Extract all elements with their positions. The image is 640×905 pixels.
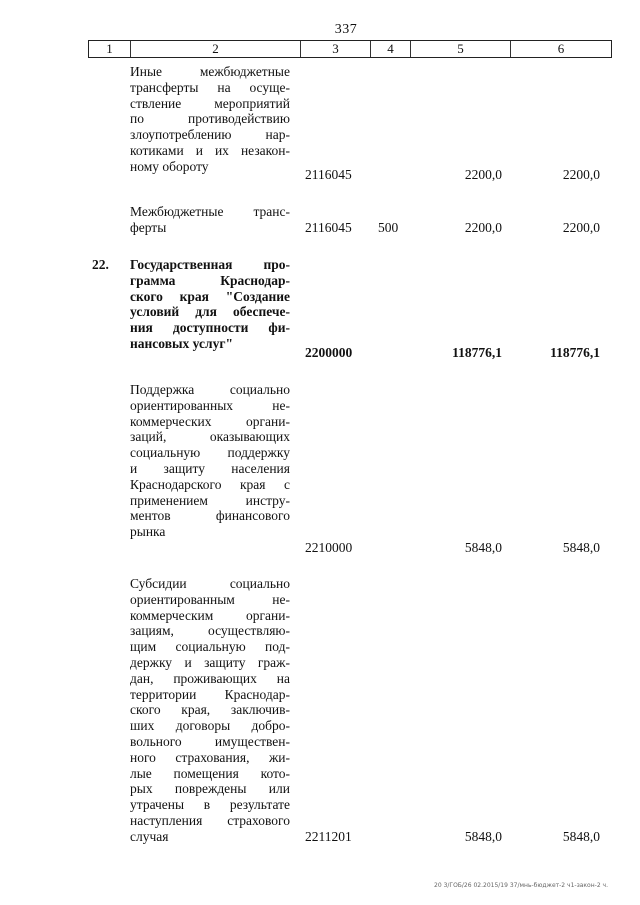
row-expense-type: 500: [378, 220, 399, 235]
column-header-4: 4: [371, 41, 411, 57]
description-line: грамма Краснодар-: [130, 272, 290, 288]
description-line: Иные межбюджетные: [130, 64, 290, 79]
description-line: рых повреждены или: [130, 781, 290, 797]
description-line: нансовых услуг": [130, 335, 233, 351]
row-description: [130, 576, 290, 845]
row-amount-6: 2200,0: [562, 167, 600, 182]
description-line: территории Краснодар-: [130, 686, 290, 702]
description-line: ского края, заключив-: [130, 702, 290, 718]
row-code: 2211201: [305, 829, 352, 844]
description-line: зациям, осуществляю-: [130, 623, 290, 639]
row-code: 2116045: [305, 220, 352, 235]
description-line: ориентированным не-: [130, 591, 290, 607]
row-amount-6: 2200,0: [562, 220, 600, 235]
description-line: коммерческим органи-: [130, 607, 290, 623]
description-line: по противодействию: [130, 111, 290, 127]
row-description: [130, 64, 290, 175]
description-line: Государственная про-: [130, 257, 290, 272]
description-line: вольного имуществен-: [130, 733, 290, 749]
description-line: дан, проживающих на: [130, 670, 290, 686]
row-amount-5: 2200,0: [464, 220, 502, 235]
description-line: держку и защиту граж-: [130, 654, 290, 670]
column-header-3: 3: [301, 41, 371, 57]
item-number: 22.: [92, 257, 109, 272]
column-header-row: [88, 40, 612, 58]
description-line: условий для обеспече-: [130, 304, 290, 320]
description-line: утрачены в результате: [130, 797, 290, 813]
description-line: Краснодарского края с: [130, 476, 290, 492]
description-line: рынка: [130, 524, 166, 540]
description-line: Субсидии социально: [130, 576, 290, 591]
row-amount-5: 5848,0: [464, 829, 502, 844]
row-description: [130, 204, 290, 236]
row-code: 2116045: [305, 167, 352, 182]
row-amount-5: 2200,0: [464, 167, 502, 182]
row-amount-6: 5848,0: [562, 540, 600, 555]
description-line: социальную поддержку: [130, 445, 290, 461]
description-line: ского края "Создание: [130, 288, 290, 304]
description-line: наступления страхового: [130, 812, 290, 828]
description-line: лые помещения кото-: [130, 765, 290, 781]
column-header-1: 1: [89, 41, 131, 57]
description-line: котиками и их незакон-: [130, 142, 290, 158]
row-amount-6: 118776,1: [550, 345, 600, 360]
column-header-5: 5: [411, 41, 511, 57]
column-header-6: 6: [557, 41, 565, 56]
description-line: ному обороту: [130, 158, 209, 174]
description-line: злоупотреблению нар-: [130, 127, 290, 143]
row-description: [130, 257, 290, 352]
page-number: 337: [334, 22, 358, 37]
description-line: Межбюджетные транс-: [130, 204, 290, 219]
description-line: Поддержка социально: [130, 382, 290, 397]
description-line: заций, оказывающих: [130, 429, 290, 445]
description-line: ментов финансового: [130, 508, 290, 524]
row-code: 2210000: [305, 540, 353, 555]
row-code: 2200000: [305, 345, 353, 360]
row-amount-5: 118776,1: [452, 345, 502, 360]
footer-file-stamp: 20 3/ГОБ/26 02.2015/19 37/мнь-бюджет-2 ч1-закон-2 ч.: [434, 882, 608, 889]
description-line: ствление мероприятий: [130, 95, 290, 111]
description-line: ферты: [130, 219, 167, 235]
row-description: [130, 382, 290, 540]
description-line: ного страхования, жи-: [130, 749, 290, 765]
row-amount-6: 5848,0: [562, 829, 600, 844]
description-line: трансферты на осуще-: [130, 79, 290, 95]
row-amount-5: 5848,0: [464, 540, 502, 555]
description-line: и защиту населения: [130, 460, 290, 476]
description-line: ния доступности фи-: [130, 320, 290, 336]
description-line: случая: [130, 828, 169, 844]
description-line: ших договоры добро-: [130, 718, 290, 734]
description-line: щим социальную под-: [130, 639, 290, 655]
description-line: коммерческих органи-: [130, 413, 290, 429]
column-header-2: 2: [131, 41, 301, 57]
description-line: применением инстру-: [130, 492, 290, 508]
description-line: ориентированных не-: [130, 397, 290, 413]
